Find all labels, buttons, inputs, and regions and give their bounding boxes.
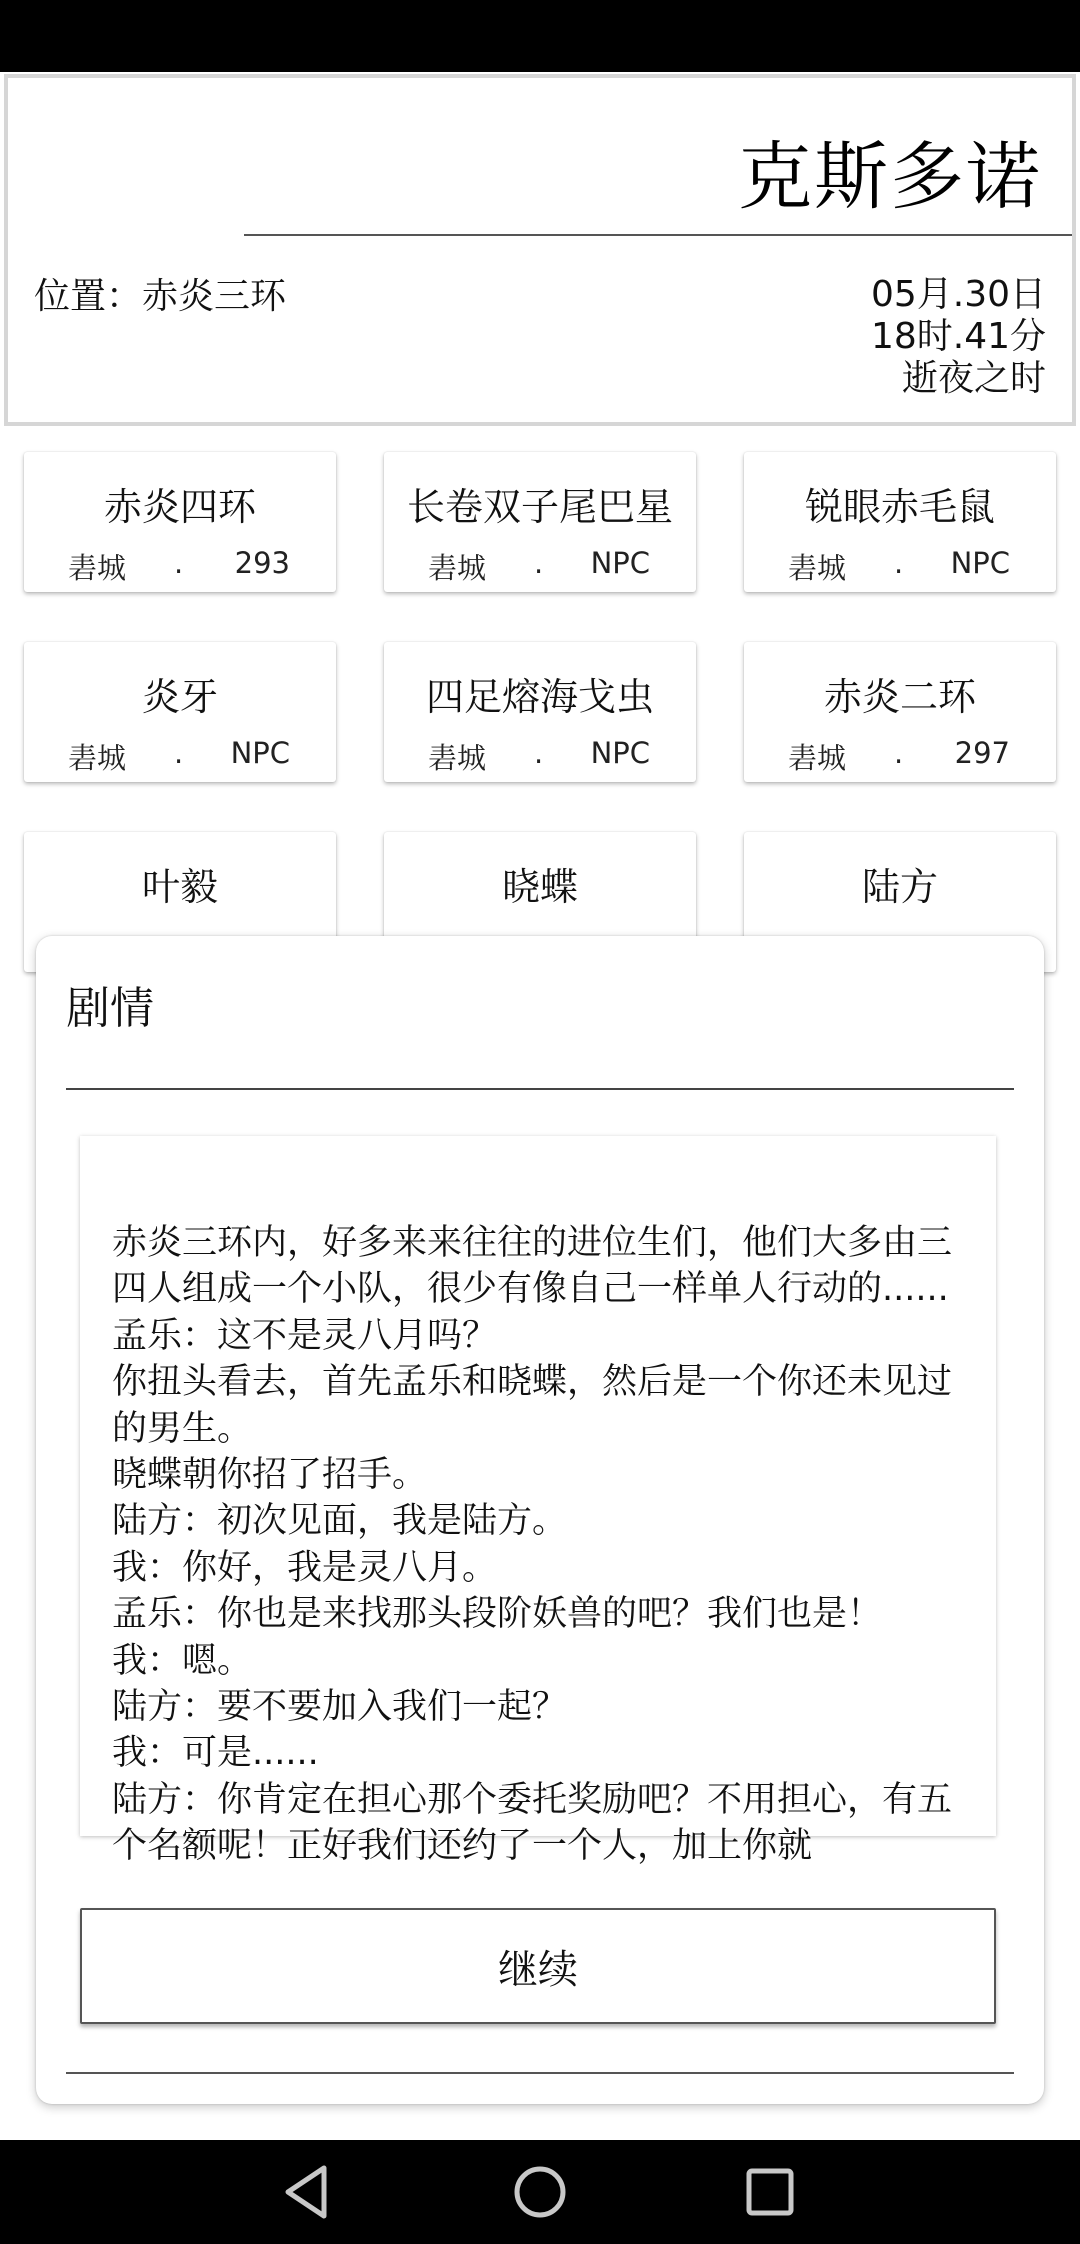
tile-separator: . [894,546,904,580]
tile-name: 赤炎四环 [103,485,256,529]
tile-value: 297 [954,736,1010,770]
story-divider-bottom [66,2072,1014,2074]
tile-meta [24,736,336,775]
tile-separator: . [174,546,184,580]
tile-name: 炎牙 [141,675,218,719]
tile-meta [24,546,336,585]
tile-area: 砉城 [68,551,127,585]
tile-name: 晓蝶 [501,865,578,909]
story-dialog [36,936,1044,2104]
story-text-box[interactable] [80,1136,996,1867]
tile-value: 293 [234,546,290,580]
tile-meta [384,546,696,585]
header-divider [244,234,1072,236]
location-grid [0,426,1080,909]
home-circle-icon[interactable] [510,2162,570,2222]
location-label: 位置：赤炎三环 [34,276,287,317]
story-title: 剧情 [66,983,154,1034]
tile-name: 四足熔海戈虫 [425,675,654,719]
location-tile[interactable] [744,642,1056,782]
tile-meta [744,546,1056,585]
tile-area: 砉城 [428,741,487,775]
recents-square-icon[interactable] [740,2162,800,2222]
tile-value: NPC [230,736,290,770]
date-label: 05月.30日 [870,274,1046,315]
tile-separator: . [174,736,184,770]
tile-meta [744,736,1056,775]
tile-area: 砉城 [788,741,847,775]
tile-separator: . [534,546,544,580]
datetime [871,274,1046,400]
tile-meta [384,736,696,775]
character-name: 克斯多诺 [738,134,1042,220]
tile-area: 砉城 [788,551,847,585]
location-tile[interactable] [24,452,336,592]
period-label: 逝夜之时 [901,358,1046,399]
location-tile[interactable] [384,452,696,592]
navigation-bar [0,2140,1080,2244]
tile-name: 锐眼赤毛鼠 [804,485,995,529]
tile-area: 砉城 [68,741,127,775]
tile-area: 砉城 [428,551,487,585]
location-tile[interactable] [384,642,696,782]
tile-value: NPC [590,736,650,770]
tile-separator: . [534,736,544,770]
tile-name: 叶毅 [141,865,218,909]
back-triangle-icon[interactable] [278,2162,338,2222]
location-tile[interactable] [744,452,1056,592]
tile-value: NPC [590,546,650,580]
story-divider [66,1088,1014,1090]
tile-separator: . [894,736,904,770]
continue-button[interactable]: 继续 [80,1908,996,2024]
tile-name: 长卷双子尾巴星 [406,485,673,529]
header-card [4,74,1076,426]
status-bar [0,0,1080,72]
tile-name: 陆方 [861,865,938,909]
location-tile[interactable] [24,642,336,782]
tile-value: NPC [950,546,1010,580]
time-label: 18时.41分 [870,316,1046,357]
story-text: 赤炎三环内，好多来来往往的进位生们，他们大多由三四人组成一个小队，很少有像自己一样单人行动的...... 孟乐：这不是灵八月吗？ 你扭头看去，首先孟乐和晓蝶，然后是一个你还未见过的男生。 晓蝶朝你招了招手。 陆方：初次见面，我是陆方。 我：你好，我是灵八月。 孟乐：你也是来找那头段阶妖兽的吧？我们也是！ 我：嗯。 陆方：要不要加入我们一起？ 我：可是...... 陆方：你肯定在担心那个委托奖励吧？不用担心，有五个名额呢！正好我们还约了一个人，加上你就 [112,1223,953,1867]
tile-name: 赤炎二环 [823,675,976,719]
